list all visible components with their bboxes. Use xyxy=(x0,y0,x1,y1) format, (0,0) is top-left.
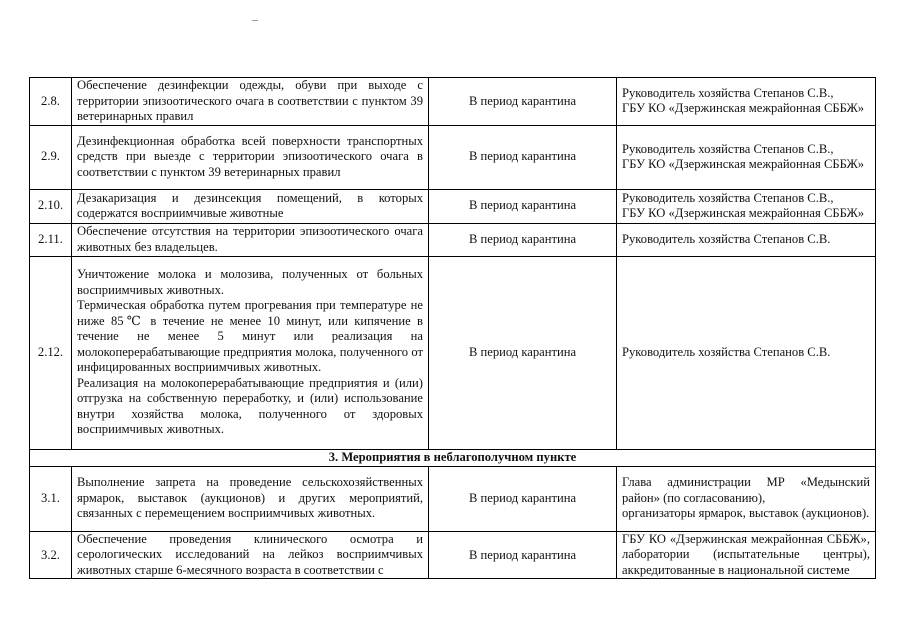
measure-description xyxy=(72,256,429,449)
responsible-cell xyxy=(617,223,876,256)
section-header-row xyxy=(30,449,876,466)
responsible-line: Руководитель хозяйства Степанов С.В., xyxy=(622,141,834,156)
period-cell xyxy=(429,531,617,578)
row-number-text: 3.2. xyxy=(41,547,60,562)
row-number: 2.9. xyxy=(30,125,72,189)
measures-table xyxy=(29,77,876,579)
table-row xyxy=(30,125,876,189)
table-row xyxy=(30,78,876,126)
description-text: Обеспечение проведения клинического осмотра и серологических исследований на лейкоз восприимчивых животных старше 6-месячного возраста в соответствии с xyxy=(77,531,423,577)
row-number: 2.12. xyxy=(30,256,72,449)
responsible-line: Руководитель хозяйства Степанов С.В., xyxy=(622,190,834,205)
row-number: 2.10. xyxy=(30,189,72,223)
responsible-cell xyxy=(617,531,876,578)
period-text: В период карантина xyxy=(468,547,577,562)
row-number xyxy=(30,531,72,578)
description-text: Обеспечение дезинфекции одежды, обуви при выходе с территории эпизоотического очага в соответствии с пунктом 39 ветеринарных правил xyxy=(77,78,423,123)
responsible-line: Глава администрации МР «Медынский район» (по согласованию), xyxy=(622,475,870,505)
period-cell: В период карантина xyxy=(429,223,617,256)
responsible-cell xyxy=(617,466,876,531)
responsible-cell xyxy=(617,256,876,449)
measure-description xyxy=(72,466,429,531)
row-number: 3.1. xyxy=(30,466,72,531)
responsible-line: организаторы ярмарок, выставок (аукционов). xyxy=(622,506,870,521)
row-number: 2.8. xyxy=(30,78,72,126)
responsible-line: ГБУ КО «Дзержинская межрайонная СББЖ» xyxy=(622,157,865,171)
period-cell: В период карантина xyxy=(429,466,617,531)
responsible-cell xyxy=(617,125,876,189)
responsible-line: ГБУ КО «Дзержинская межрайонная СББЖ», лаборатории (испытательные центры), аккредитованные в национальной системе xyxy=(622,531,870,577)
table-row xyxy=(30,256,876,449)
period-cell: В период карантина xyxy=(429,189,617,223)
description-text: Обеспечение отсутствия на территории эпизоотического очага животных без владельцев. xyxy=(77,224,423,254)
period-cell: В период карантина xyxy=(429,125,617,189)
measure-description xyxy=(72,531,429,578)
responsible-line: Руководитель хозяйства Степанов С.В. xyxy=(622,231,831,246)
scan-mark xyxy=(252,20,258,21)
description-text: Дезинфекционная обработка всей поверхности транспортных средств при выезде с территории эпизоотического очага в соответствии с пунктом 39 ветеринарных правил xyxy=(77,133,423,179)
measure-description xyxy=(72,78,429,126)
period-cell: В период карантина xyxy=(429,256,617,449)
description-text: Дезакаризация и дезинсекция помещений, в которых содержатся восприимчивые животные xyxy=(77,190,423,220)
responsible-cell xyxy=(617,189,876,223)
table-row xyxy=(30,531,876,578)
description-text: Выполнение запрета на проведение сельскохозяйственных ярмарок, выставок (аукционов) и других мероприятий, связанных с перемещением восприимчивых животных. xyxy=(77,475,423,521)
table-row xyxy=(30,223,876,256)
row-number: 2.11. xyxy=(30,223,72,256)
period-cell: В период карантина xyxy=(429,78,617,126)
description-paragraph: Термическая обработка путем прогревания при температуре не ниже 85℃ в течение не менее 10 минут, или кипячение в течение не менее 5 минут или реализация на молокоперерабатывающие предприятия молока, полученного от инфицированных восприимчивых животных. xyxy=(77,298,423,375)
section-title: 3. Мероприятия в неблагополучном пункте xyxy=(30,449,876,466)
responsible-line: ГБУ КО «Дзержинская межрайонная СББЖ» xyxy=(622,101,865,116)
description-paragraph: Реализация на молокоперерабатывающие предприятия и (или) отгрузка на собственную переработку, и (или) использование внутри хозяйства молока, полученного от здоровых восприимчивых животных. xyxy=(77,375,423,437)
responsible-cell xyxy=(617,78,876,126)
measure-description xyxy=(72,125,429,189)
table-row xyxy=(30,466,876,531)
responsible-line: Руководитель хозяйства Степанов С.В., xyxy=(622,85,834,100)
responsible-line: ГБУ КО «Дзержинская межрайонная СББЖ» xyxy=(622,206,865,220)
description-paragraph: Уничтожение молока и молозива, полученных от больных восприимчивых животных. xyxy=(77,267,423,297)
measure-description xyxy=(72,223,429,256)
table-row xyxy=(30,189,876,223)
measure-description xyxy=(72,189,429,223)
responsible-line: Руководитель хозяйства Степанов С.В. xyxy=(622,344,831,359)
